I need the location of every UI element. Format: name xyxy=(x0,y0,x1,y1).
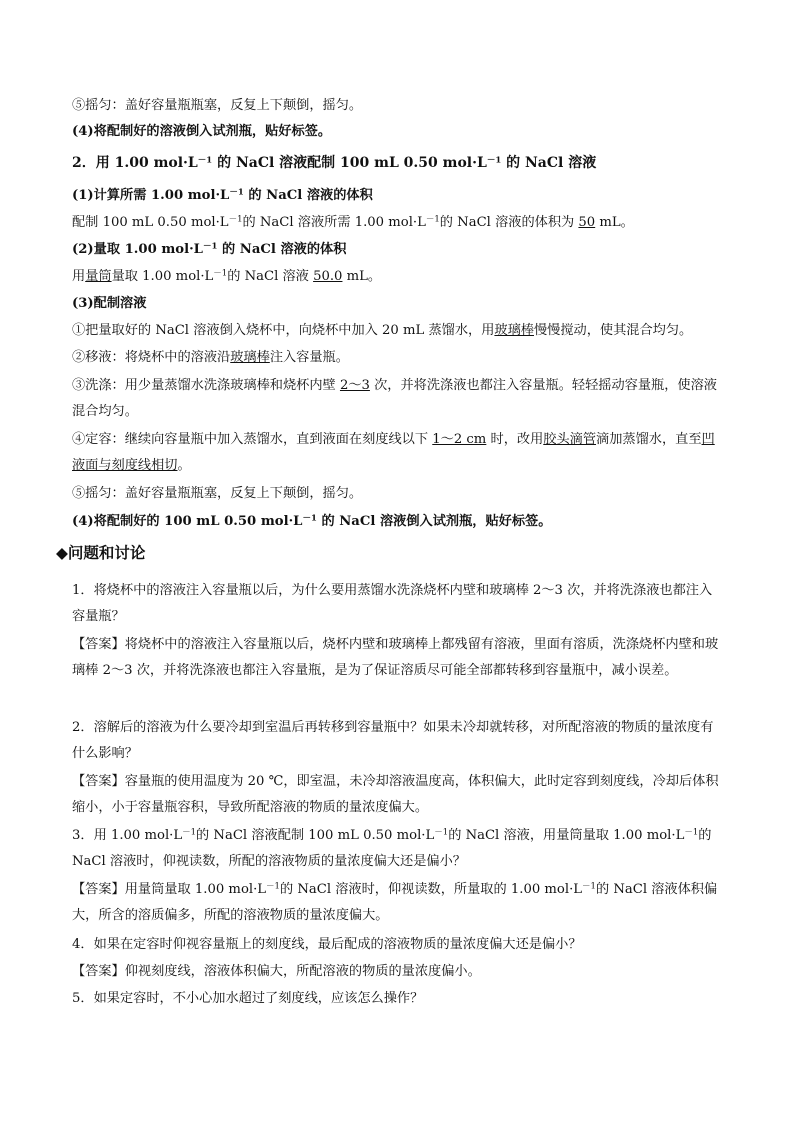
answer-tag: 【答案】 xyxy=(72,637,125,652)
sub-3-step-4: ④定容：继续向容量瓶中加入蒸馏水，直到液面在刻度线以下 1～2 cm 时，改用胶头滴管滴加蒸馏水，直至凹液面与刻度线相切。 xyxy=(72,432,715,473)
answer-3: 【答案】用量筒量取 1.00 $mol\cdot L^{-1}$的 NaCl 溶液时，仰视读数，所量取的 1.00 $mol\cdot L^{-1}$的 NaCl 溶液体积偏大，所含的溶质偏多，所配的溶液物质的量浓度偏大。 xyxy=(72,881,718,923)
sub-3-step-2: ②移液：将烧杯中的溶液沿玻璃棒注入容量瓶。 xyxy=(72,350,349,365)
sub-4-text: (4)将配制好的 100 mL 0.50 $mol\cdot L^{-1}$ 的 NaCl 溶液倒入试剂瓶，贴好标签。 xyxy=(72,513,552,529)
wash-times-answer: 2～3 xyxy=(339,378,370,393)
volume-answer: 50 xyxy=(578,215,596,230)
dropper-answer: 胶头滴管 xyxy=(543,432,597,447)
sub-3-step-1: ①把量取好的 NaCl 溶液倒入烧杯中，向烧杯中加入 20 mL 蒸馏水，用玻璃棒慢慢搅动，使其混合均匀。 xyxy=(72,323,693,338)
question-1: 1．将烧杯中的溶液注入容量瓶以后，为什么要用蒸馏水洗涤烧杯内壁和玻璃棒 2～3 次，并将洗涤液也都注入容量瓶？ xyxy=(72,583,713,624)
sub-1-heading: (1)计算所需 1.00 $mol\cdot L^{-1}$ 的 NaCl 溶液的体积 xyxy=(72,187,373,203)
sub-2-heading: (2)量取 1.00 $mol\cdot L^{-1}$ 的 NaCl 溶液的体积 xyxy=(72,241,347,257)
step-5-shake-text: ⑤摇匀：盖好容量瓶瓶塞，反复上下颠倒，摇匀。 xyxy=(72,98,363,113)
question-3: 3．用 1.00 $mol\cdot L^{-1}$的 NaCl 溶液配制 100 mL 0.50 $mol\cdot L^{-1}$的 NaCl 溶液，用量筒量取 1.00 $mol\cdot L^{-1}$的 NaCl 溶液时，仰视读数，所配的溶液物质的量浓度偏大还是偏小？ xyxy=(72,827,712,869)
distance-answer: 1～2 cm xyxy=(432,432,487,447)
answer-tag: 【答案】 xyxy=(72,774,125,789)
sub-3-heading: (3)配制溶液 xyxy=(72,296,147,311)
meniscus-answer: 凹液面与刻度线相切 xyxy=(72,432,715,473)
answer-1: 【答案】将烧杯中的溶液注入容量瓶以后，烧杯内壁和玻璃棒上都残留有溶液，里面有溶质，洗涤烧杯内壁和玻璃棒 2～3 次，并将洗涤液也都注入容量瓶，是为了保证溶质尽可能全部都转移到容量瓶中，减小误差。 xyxy=(72,637,719,678)
part-2-title: 2．用 1.00 $mol\cdot L^{-1}$ 的 NaCl 溶液配制 100 mL 0.50 $mol\cdot L^{-1}$ 的 NaCl 溶液 xyxy=(72,155,597,171)
answer-2: 【答案】容量瓶的使用温度为 20 ℃，即室温，未冷却溶液温度高，体积偏大，此时定容到刻度线，冷却后体积缩小，小于容量瓶容积，导致所配溶液的物质的量浓度偏大。 xyxy=(72,774,719,815)
transfer-tool-answer: 玻璃棒 xyxy=(230,350,270,365)
stir-tool-answer: 玻璃棒 xyxy=(494,323,534,338)
question-2: 2．溶解后的溶液为什么要冷却到室温后再转移到容量瓶中？如果未冷却就转移，对所配溶液的物质的量浓度有什么影响？ xyxy=(72,720,714,761)
question-4: 4．如果在定容时仰视容量瓶上的刻度线，最后配成的溶液物质的量浓度偏大还是偏小？ xyxy=(72,937,582,952)
sub-2-body: 用量筒量取 1.00 $mol\cdot L^{-1}$的 NaCl 溶液 50.0 mL。 xyxy=(72,268,382,284)
discussion-heading: ◆问题和讨论 xyxy=(56,544,146,562)
sub-1-body: 配制 100 mL 0.50 $mol\cdot L^{-1}$的 NaCl 溶液所需 1.00 $mol\cdot L^{-1}$的 NaCl 溶液的体积为 50 mL。 xyxy=(72,214,634,230)
measured-volume-answer: 50.0 xyxy=(313,269,343,284)
answer-tag: 【答案】 xyxy=(72,882,125,897)
question-5: 5．如果定容时，不小心加水超过了刻度线，应该怎么操作？ xyxy=(72,991,424,1006)
answer-tag: 【答案】 xyxy=(72,964,125,979)
sub-3-step-5: ⑤摇匀：盖好容量瓶瓶塞，反复上下颠倒，摇匀。 xyxy=(72,486,363,501)
sub-3-step-3: ③洗涤：用少量蒸馏水洗涤玻璃棒和烧杯内壁 2～3 次，并将洗涤液也都注入容量瓶。轻轻摇动容量瓶，使溶液混合均匀。 xyxy=(72,378,717,419)
step-4-bottle-text: (4)将配制好的溶液倒入试剂瓶，贴好标签。 xyxy=(72,124,332,139)
answer-4: 【答案】仰视刻度线，溶液体积偏大，所配溶液的物质的量浓度偏小。 xyxy=(72,964,481,979)
measuring-tool-answer: 量筒 xyxy=(85,269,112,284)
